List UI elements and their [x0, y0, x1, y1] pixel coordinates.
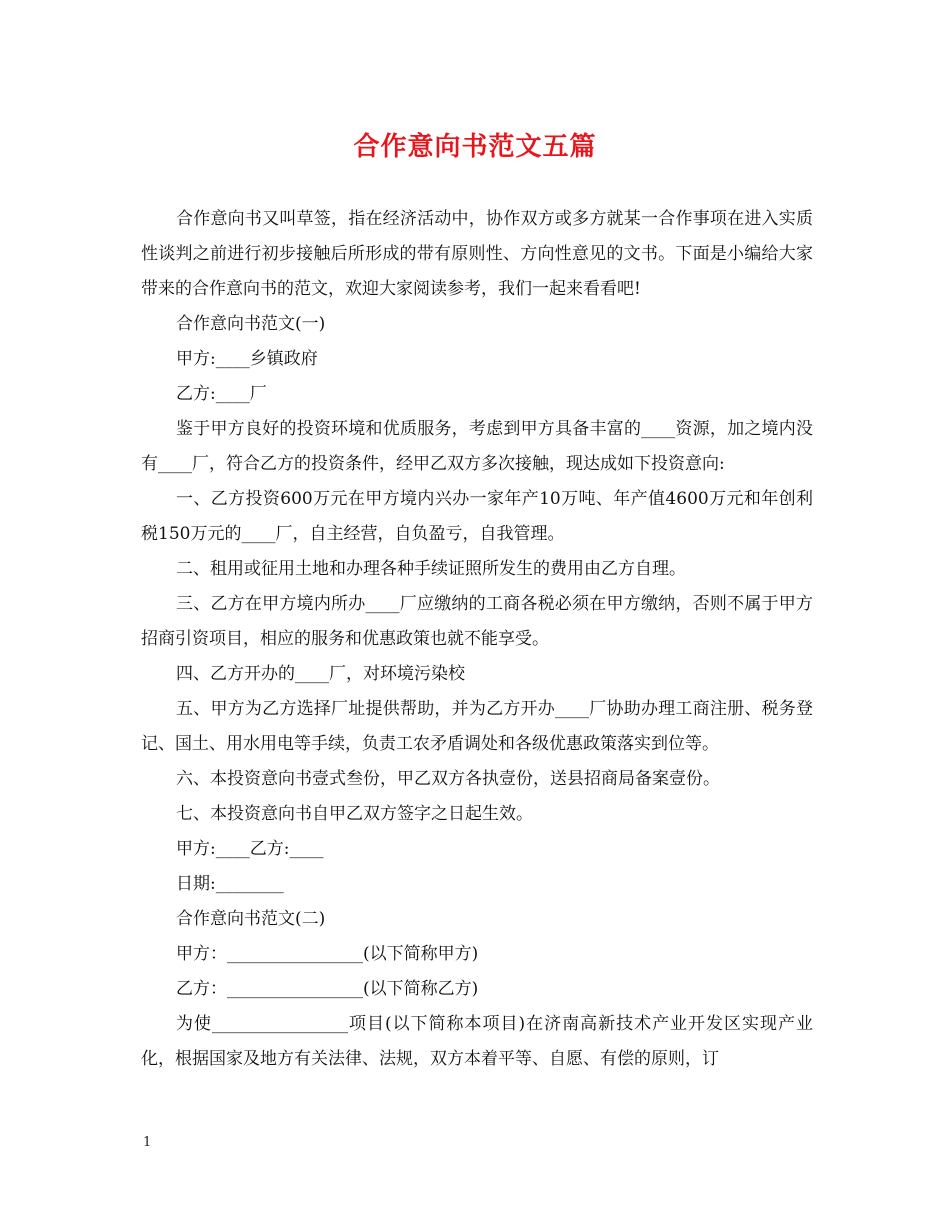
page-number: 1 — [143, 1135, 152, 1150]
clause-6: 六、本投资意向书壹式叁份，甲乙双方各执壹份，送县招商局备案壹份。 — [176, 769, 720, 789]
clause-7: 七、本投资意向书自甲乙双方签字之日起生效。 — [176, 804, 533, 824]
party-b-line-2: 乙方：________________(以下简称乙方) — [176, 979, 479, 999]
clause-5: 五、甲方为乙方选择厂址提供帮助，并为乙方开办____厂协助办理工商注册、税务登记、国土、用水用电等手续，负责工农矛盾调处和各级优惠政策落实到位等。 — [141, 699, 813, 754]
section-heading-2: 合作意向书范文(二) — [176, 909, 326, 929]
clause-2: 二、租用或征用土地和办理各种手续证照所发生的费用由乙方自理。 — [176, 559, 686, 579]
paragraph-project: 为使________________项目(以下简称本项目)在济南高新技术产业开发区实现产业化，根据国家及地方有关法律、法规，双方本着平等、自愿、有偿的原则，订 — [141, 1014, 813, 1069]
document-title: 合作意向书范文五篇 — [353, 132, 597, 162]
party-a-line-2: 甲方：________________(以下简称甲方) — [176, 944, 479, 964]
section-heading-1: 合作意向书范文(一) — [176, 314, 326, 334]
signature-line: 甲方:____乙方:____ — [176, 839, 324, 859]
document-body — [141, 202, 813, 1077]
party-b-line: 乙方:____厂 — [176, 384, 267, 404]
clause-4: 四、乙方开办的____厂，对环境污染校 — [176, 664, 465, 684]
clause-3: 三、乙方在甲方境内所办____厂应缴纳的工商各税必须在甲方缴纳，否则不属于甲方招商引资项目，相应的服务和优惠政策也就不能享受。 — [141, 594, 813, 649]
paragraph-intro: 合作意向书又叫草签，指在经济活动中，协作双方或多方就某一合作事项在进入实质性谈判之前进行初步接触后所形成的带有原则性、方向性意见的文书。下面是小编给大家带来的合作意向书的范文，欢迎大家阅读参考，我们一起来看看吧! — [141, 209, 813, 299]
party-a-line: 甲方:____乡镇政府 — [176, 349, 318, 369]
paragraph-preamble: 鉴于甲方良好的投资环境和优质服务，考虑到甲方具备丰富的____资源，加之境内没有____厂，符合乙方的投资条件，经甲乙双方多次接触，现达成如下投资意向: — [141, 419, 813, 474]
date-line: 日期:________ — [176, 874, 284, 894]
clause-1: 一、乙方投资600万元在甲方境内兴办一家年产10万吨、年产值4600万元和年创利税150万元的____厂，自主经营，自负盈亏，自我管理。 — [141, 489, 813, 544]
